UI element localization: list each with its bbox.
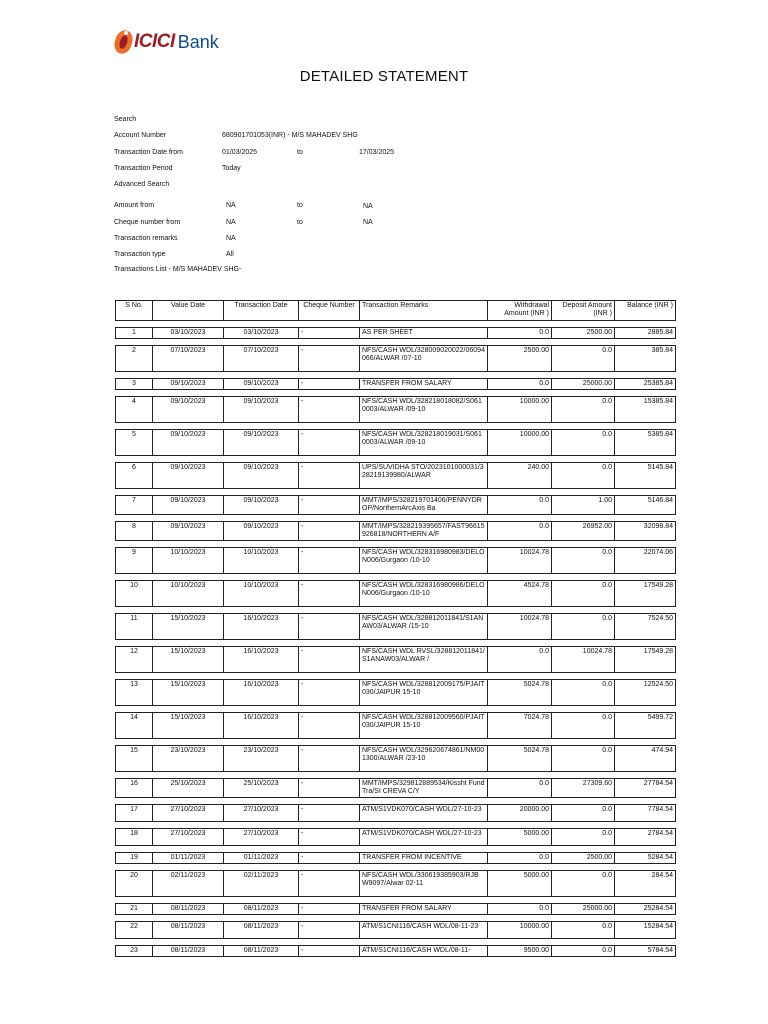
table-row bbox=[116, 328, 676, 339]
row-sno: 5 bbox=[116, 430, 153, 456]
row-cheque-number: - bbox=[299, 522, 360, 541]
row-value-date: 08/11/2023 bbox=[153, 904, 224, 915]
row-transaction-date: 16/10/2023 bbox=[224, 614, 299, 640]
header-withdrawal-amount: Withdrawal Amount (INR ) bbox=[488, 301, 552, 321]
row-spacer bbox=[116, 607, 676, 614]
row-remarks: NFS/CASH WDL/328812009560/PJAIT030/JAIPUR 15-10 bbox=[360, 713, 488, 739]
table-row bbox=[116, 397, 676, 423]
row-remarks: ATM/S1CNI116/CASH WDL/08-11- bbox=[360, 946, 488, 957]
row-transaction-date: 16/10/2023 bbox=[224, 680, 299, 706]
row-balance: 2784.54 bbox=[615, 829, 676, 846]
row-withdrawal: 10000.00 bbox=[488, 430, 552, 456]
row-deposit: 1.00 bbox=[552, 496, 615, 515]
row-withdrawal: 240.00 bbox=[488, 463, 552, 489]
row-spacer-cell bbox=[116, 640, 676, 647]
row-remarks: TRANSFER FROM INCENTIVE bbox=[360, 853, 488, 864]
row-spacer-cell bbox=[116, 939, 676, 946]
row-sno: 22 bbox=[116, 922, 153, 939]
row-withdrawal: 5000.00 bbox=[488, 871, 552, 897]
row-sno: 15 bbox=[116, 746, 153, 772]
table-row bbox=[116, 746, 676, 772]
row-spacer bbox=[116, 515, 676, 522]
row-spacer-cell bbox=[116, 846, 676, 853]
row-deposit: 0.0 bbox=[552, 922, 615, 939]
row-cheque-number: - bbox=[299, 871, 360, 897]
row-value-date: 15/10/2023 bbox=[153, 647, 224, 673]
row-balance: 284.54 bbox=[615, 871, 676, 897]
row-spacer-cell bbox=[116, 339, 676, 346]
row-spacer-cell bbox=[116, 739, 676, 746]
row-transaction-date: 09/10/2023 bbox=[224, 430, 299, 456]
table-row bbox=[116, 805, 676, 822]
header-balance: Balance (INR ) bbox=[615, 301, 676, 321]
row-cheque-number: - bbox=[299, 548, 360, 574]
row-spacer bbox=[116, 321, 676, 328]
table-row bbox=[116, 581, 676, 607]
date-from-value: 01/03/2025 bbox=[222, 149, 258, 156]
table-row bbox=[116, 496, 676, 515]
table-row bbox=[116, 346, 676, 372]
row-spacer-cell bbox=[116, 673, 676, 680]
row-value-date: 09/10/2023 bbox=[153, 463, 224, 489]
row-spacer-cell bbox=[116, 456, 676, 463]
row-balance: 5499.72 bbox=[615, 713, 676, 739]
row-transaction-date: 09/10/2023 bbox=[224, 379, 299, 390]
row-value-date: 07/10/2023 bbox=[153, 346, 224, 372]
row-sno: 14 bbox=[116, 713, 153, 739]
cheque-from-value: NA bbox=[226, 219, 236, 226]
row-withdrawal: 5024.78 bbox=[488, 680, 552, 706]
account-number-label: Account Number bbox=[114, 132, 167, 139]
table-row bbox=[116, 779, 676, 798]
row-sno: 1 bbox=[116, 328, 153, 339]
row-balance: 5146.84 bbox=[615, 496, 676, 515]
row-spacer bbox=[116, 798, 676, 805]
page-title: DETAILED STATEMENT bbox=[299, 68, 469, 85]
cheque-to-value: NA bbox=[363, 219, 373, 226]
row-transaction-date: 07/10/2023 bbox=[224, 346, 299, 372]
row-remarks: MMT/IMPS/328219701406/PENNYDROP/NorthernArcAxis Ba bbox=[360, 496, 488, 515]
row-withdrawal: 0.0 bbox=[488, 853, 552, 864]
row-withdrawal: 10000.00 bbox=[488, 922, 552, 939]
row-value-date: 10/10/2023 bbox=[153, 581, 224, 607]
table-row bbox=[116, 522, 676, 541]
row-value-date: 23/10/2023 bbox=[153, 746, 224, 772]
row-deposit: 0.0 bbox=[552, 581, 615, 607]
row-deposit: 0.0 bbox=[552, 713, 615, 739]
row-balance: 5145.84 bbox=[615, 463, 676, 489]
row-value-date: 03/10/2023 bbox=[153, 328, 224, 339]
row-sno: 21 bbox=[116, 904, 153, 915]
row-sno: 6 bbox=[116, 463, 153, 489]
row-withdrawal: 20000.00 bbox=[488, 805, 552, 822]
row-remarks: NFS/CASH WDL/328316980983/DELON006/Gurgaon /10-10 bbox=[360, 548, 488, 574]
row-spacer-cell bbox=[116, 607, 676, 614]
row-remarks: MMT/IMPS/329812889534/Kissht Fund Tra/SI CREVA C/Y bbox=[360, 779, 488, 798]
row-remarks: NFS/CASH WDL/329620674861/NM001300/ALWAR /23-10 bbox=[360, 746, 488, 772]
row-spacer-cell bbox=[116, 372, 676, 379]
remarks-label: Transaction remarks bbox=[114, 235, 178, 242]
row-sno: 16 bbox=[116, 779, 153, 798]
row-balance: 385.84 bbox=[615, 346, 676, 372]
cheque-to-label: to bbox=[297, 219, 303, 226]
row-spacer-cell bbox=[116, 897, 676, 904]
table-row bbox=[116, 904, 676, 915]
row-transaction-date: 08/11/2023 bbox=[224, 946, 299, 957]
row-withdrawal: 0.0 bbox=[488, 496, 552, 515]
header-sno: S No. bbox=[116, 301, 153, 321]
row-value-date: 15/10/2023 bbox=[153, 614, 224, 640]
row-deposit: 0.0 bbox=[552, 430, 615, 456]
row-spacer bbox=[116, 939, 676, 946]
row-cheque-number: - bbox=[299, 779, 360, 798]
row-balance: 25284.54 bbox=[615, 904, 676, 915]
row-balance: 15284.54 bbox=[615, 922, 676, 939]
row-remarks: ATM/S1CNI116/CASH WDL/08-11-23 bbox=[360, 922, 488, 939]
row-deposit: 0.0 bbox=[552, 614, 615, 640]
row-spacer-cell bbox=[116, 321, 676, 328]
table-row bbox=[116, 463, 676, 489]
row-remarks: TRANSFER FROM SALARY bbox=[360, 904, 488, 915]
header-value-date: Value Date bbox=[153, 301, 224, 321]
row-spacer-cell bbox=[116, 423, 676, 430]
row-balance: 22074.06 bbox=[615, 548, 676, 574]
row-sno: 3 bbox=[116, 379, 153, 390]
amount-to-label: to bbox=[297, 202, 303, 209]
table-row bbox=[116, 614, 676, 640]
row-deposit: 0.0 bbox=[552, 463, 615, 489]
row-remarks: NFS/CASH WDL/330619385903/RJBW9097/Alwar 02-11 bbox=[360, 871, 488, 897]
row-spacer bbox=[116, 915, 676, 922]
period-label: Transaction Period bbox=[114, 165, 173, 172]
row-deposit: 0.0 bbox=[552, 680, 615, 706]
row-value-date: 08/11/2023 bbox=[153, 922, 224, 939]
row-spacer bbox=[116, 541, 676, 548]
row-deposit: 27309.60 bbox=[552, 779, 615, 798]
row-sno: 17 bbox=[116, 805, 153, 822]
row-withdrawal: 5000.00 bbox=[488, 829, 552, 846]
row-sno: 8 bbox=[116, 522, 153, 541]
row-withdrawal: 4524.78 bbox=[488, 581, 552, 607]
row-spacer-cell bbox=[116, 798, 676, 805]
row-remarks: UPS/SUVIDHA STO/2023101000031/328219139980/ALWAR bbox=[360, 463, 488, 489]
row-transaction-date: 09/10/2023 bbox=[224, 463, 299, 489]
row-spacer bbox=[116, 846, 676, 853]
type-label: Transaction type bbox=[114, 251, 166, 258]
transactions-table bbox=[115, 300, 676, 957]
row-cheque-number: - bbox=[299, 713, 360, 739]
row-cheque-number: - bbox=[299, 946, 360, 957]
icici-logo-icon bbox=[115, 30, 132, 54]
amount-from-label: Amount from bbox=[114, 202, 155, 209]
row-balance: 32098.84 bbox=[615, 522, 676, 541]
row-deposit: 0.0 bbox=[552, 871, 615, 897]
row-value-date: 25/10/2023 bbox=[153, 779, 224, 798]
row-deposit: 10024.78 bbox=[552, 647, 615, 673]
row-spacer-cell bbox=[116, 489, 676, 496]
table-row bbox=[116, 680, 676, 706]
row-spacer-cell bbox=[116, 915, 676, 922]
remarks-value: NA bbox=[226, 235, 236, 242]
row-spacer bbox=[116, 897, 676, 904]
row-sno: 13 bbox=[116, 680, 153, 706]
date-to-value: 17/03/2025 bbox=[359, 149, 395, 156]
row-deposit: 0.0 bbox=[552, 829, 615, 846]
row-cheque-number: - bbox=[299, 829, 360, 846]
row-balance: 5284.54 bbox=[615, 853, 676, 864]
row-transaction-date: 09/10/2023 bbox=[224, 496, 299, 515]
row-value-date: 10/10/2023 bbox=[153, 548, 224, 574]
row-transaction-date: 25/10/2023 bbox=[224, 779, 299, 798]
row-deposit: 2500.00 bbox=[552, 853, 615, 864]
row-cheque-number: - bbox=[299, 922, 360, 939]
row-sno: 12 bbox=[116, 647, 153, 673]
row-spacer-cell bbox=[116, 390, 676, 397]
row-deposit: 0.0 bbox=[552, 397, 615, 423]
row-sno: 23 bbox=[116, 946, 153, 957]
row-withdrawal: 0.0 bbox=[488, 904, 552, 915]
row-balance: 27784.54 bbox=[615, 779, 676, 798]
row-remarks: TRANSFER FROM SALARY bbox=[360, 379, 488, 390]
row-balance: 17549.28 bbox=[615, 647, 676, 673]
row-sno: 9 bbox=[116, 548, 153, 574]
row-cheque-number: - bbox=[299, 463, 360, 489]
row-transaction-date: 09/10/2023 bbox=[224, 522, 299, 541]
row-withdrawal: 2500.00 bbox=[488, 346, 552, 372]
row-spacer bbox=[116, 822, 676, 829]
row-withdrawal: 0.0 bbox=[488, 328, 552, 339]
header-transaction-date: Transaction Date bbox=[224, 301, 299, 321]
row-deposit: 0.0 bbox=[552, 805, 615, 822]
row-spacer bbox=[116, 423, 676, 430]
row-balance: 15385.84 bbox=[615, 397, 676, 423]
row-spacer bbox=[116, 489, 676, 496]
header-cheque-number: Cheque Number bbox=[299, 301, 360, 321]
row-cheque-number: - bbox=[299, 647, 360, 673]
date-from-label: Transaction Date from bbox=[114, 149, 183, 156]
row-withdrawal: 0.0 bbox=[488, 522, 552, 541]
row-balance: 7524.50 bbox=[615, 614, 676, 640]
row-value-date: 02/11/2023 bbox=[153, 871, 224, 897]
row-spacer bbox=[116, 673, 676, 680]
row-sno: 10 bbox=[116, 581, 153, 607]
row-spacer-cell bbox=[116, 541, 676, 548]
row-withdrawal: 5024.78 bbox=[488, 746, 552, 772]
row-deposit: 0.0 bbox=[552, 946, 615, 957]
row-spacer bbox=[116, 372, 676, 379]
row-balance: 17549.28 bbox=[615, 581, 676, 607]
row-deposit: 0.0 bbox=[552, 548, 615, 574]
table-row bbox=[116, 871, 676, 897]
row-remarks: MMT/IMPS/328219395657/FAST96615926818/NORTHERN A/F bbox=[360, 522, 488, 541]
cheque-from-label: Cheque number from bbox=[114, 219, 181, 226]
row-cheque-number: - bbox=[299, 328, 360, 339]
row-spacer-cell bbox=[116, 574, 676, 581]
amount-to-value: NA bbox=[363, 203, 373, 210]
row-deposit: 0.0 bbox=[552, 746, 615, 772]
row-transaction-date: 16/10/2023 bbox=[224, 647, 299, 673]
row-remarks: NFS/CASH WDL/328316980986/DELON006/Gurgaon /10-10 bbox=[360, 581, 488, 607]
row-cheque-number: - bbox=[299, 614, 360, 640]
row-withdrawal: 0.0 bbox=[488, 779, 552, 798]
table-row bbox=[116, 853, 676, 864]
row-spacer-cell bbox=[116, 822, 676, 829]
row-balance: 2885.84 bbox=[615, 328, 676, 339]
row-transaction-date: 10/10/2023 bbox=[224, 548, 299, 574]
row-sno: 18 bbox=[116, 829, 153, 846]
row-spacer-cell bbox=[116, 515, 676, 522]
row-spacer bbox=[116, 706, 676, 713]
row-spacer bbox=[116, 739, 676, 746]
row-value-date: 15/10/2023 bbox=[153, 680, 224, 706]
row-cheque-number: - bbox=[299, 680, 360, 706]
table-row bbox=[116, 829, 676, 846]
type-value: All bbox=[226, 251, 234, 258]
advanced-search-label: Advanced Search bbox=[114, 181, 170, 188]
row-balance: 474.94 bbox=[615, 746, 676, 772]
table-row bbox=[116, 430, 676, 456]
row-cheque-number: - bbox=[299, 496, 360, 515]
transactions-list-label: Transactions List - M/S MAHADEV SHG- bbox=[114, 266, 242, 273]
row-transaction-date: 10/10/2023 bbox=[224, 581, 299, 607]
row-value-date: 09/10/2023 bbox=[153, 397, 224, 423]
transactions-body bbox=[116, 321, 676, 957]
row-deposit: 2500.00 bbox=[552, 328, 615, 339]
row-transaction-date: 16/10/2023 bbox=[224, 713, 299, 739]
table-row bbox=[116, 379, 676, 390]
row-sno: 7 bbox=[116, 496, 153, 515]
row-remarks: NFS/CASH WDL/328812011841/S1ANAW03/ALWAR /15-10 bbox=[360, 614, 488, 640]
row-withdrawal: 10000.00 bbox=[488, 397, 552, 423]
row-balance: 7784.54 bbox=[615, 805, 676, 822]
table-header-row bbox=[116, 301, 676, 321]
row-cheque-number: - bbox=[299, 746, 360, 772]
table-row bbox=[116, 647, 676, 673]
row-remarks: NFS/CASH WDL/328812009175/PJAIT030/JAIPUR 15-10 bbox=[360, 680, 488, 706]
row-remarks: NFS/CASH WDL/328218018082/S0610003/ALWAR /09-10 bbox=[360, 397, 488, 423]
row-balance: 12524.50 bbox=[615, 680, 676, 706]
brand-name-part1: ICICI bbox=[134, 31, 175, 52]
row-sno: 11 bbox=[116, 614, 153, 640]
header-transaction-remarks: Transaction Remarks bbox=[360, 301, 488, 321]
table-row bbox=[116, 713, 676, 739]
row-remarks: AS PER SHEET bbox=[360, 328, 488, 339]
row-spacer bbox=[116, 339, 676, 346]
row-value-date: 15/10/2023 bbox=[153, 713, 224, 739]
row-transaction-date: 08/11/2023 bbox=[224, 904, 299, 915]
row-transaction-date: 09/10/2023 bbox=[224, 397, 299, 423]
row-remarks: ATM/S1VDK070/CASH WDL/27-10-23 bbox=[360, 805, 488, 822]
row-withdrawal: 10024.78 bbox=[488, 548, 552, 574]
row-spacer bbox=[116, 864, 676, 871]
row-spacer-cell bbox=[116, 864, 676, 871]
row-value-date: 01/11/2023 bbox=[153, 853, 224, 864]
row-spacer bbox=[116, 772, 676, 779]
brand-name-part2: Bank bbox=[177, 31, 219, 52]
row-withdrawal: 0.0 bbox=[488, 379, 552, 390]
row-withdrawal: 10024.78 bbox=[488, 614, 552, 640]
row-value-date: 27/10/2023 bbox=[153, 805, 224, 822]
row-balance: 5385.84 bbox=[615, 430, 676, 456]
row-cheque-number: - bbox=[299, 581, 360, 607]
row-spacer-cell bbox=[116, 706, 676, 713]
row-sno: 4 bbox=[116, 397, 153, 423]
row-withdrawal: 7024.78 bbox=[488, 713, 552, 739]
row-deposit: 26952.00 bbox=[552, 522, 615, 541]
row-sno: 2 bbox=[116, 346, 153, 372]
row-transaction-date: 08/11/2023 bbox=[224, 922, 299, 939]
row-remarks: NFS/CASH WDL/328218019031/S0610003/ALWAR /09-10 bbox=[360, 430, 488, 456]
row-cheque-number: - bbox=[299, 904, 360, 915]
row-transaction-date: 03/10/2023 bbox=[224, 328, 299, 339]
row-value-date: 09/10/2023 bbox=[153, 522, 224, 541]
row-transaction-date: 01/11/2023 bbox=[224, 853, 299, 864]
row-spacer bbox=[116, 390, 676, 397]
row-balance: 25385.84 bbox=[615, 379, 676, 390]
date-to-label: to bbox=[297, 149, 303, 156]
table-row bbox=[116, 548, 676, 574]
row-spacer bbox=[116, 640, 676, 647]
amount-from-value: NA bbox=[226, 202, 236, 209]
row-value-date: 08/11/2023 bbox=[153, 946, 224, 957]
search-label: Search bbox=[114, 116, 137, 123]
period-value: Today bbox=[222, 165, 241, 172]
row-remarks: NFS/CASH WDL/328009020022/06094066/ALWAR /07-10 bbox=[360, 346, 488, 372]
bank-logo bbox=[115, 30, 219, 54]
row-withdrawal: 0.0 bbox=[488, 647, 552, 673]
row-transaction-date: 27/10/2023 bbox=[224, 829, 299, 846]
row-deposit: 25000.00 bbox=[552, 379, 615, 390]
row-sno: 20 bbox=[116, 871, 153, 897]
row-cheque-number: - bbox=[299, 397, 360, 423]
row-cheque-number: - bbox=[299, 379, 360, 390]
row-transaction-date: 23/10/2023 bbox=[224, 746, 299, 772]
row-transaction-date: 27/10/2023 bbox=[224, 805, 299, 822]
row-sno: 19 bbox=[116, 853, 153, 864]
account-number-value: 680901701053(INR) - M/S MAHADEV SHG bbox=[222, 132, 358, 139]
table-row bbox=[116, 946, 676, 957]
row-transaction-date: 02/11/2023 bbox=[224, 871, 299, 897]
row-value-date: 09/10/2023 bbox=[153, 496, 224, 515]
row-withdrawal: 9500.00 bbox=[488, 946, 552, 957]
row-deposit: 25000.00 bbox=[552, 904, 615, 915]
row-cheque-number: - bbox=[299, 346, 360, 372]
row-remarks: ATM/S1VDK070/CASH WDL/27-10-23 bbox=[360, 829, 488, 846]
row-spacer bbox=[116, 456, 676, 463]
row-value-date: 09/10/2023 bbox=[153, 379, 224, 390]
row-spacer bbox=[116, 574, 676, 581]
row-spacer-cell bbox=[116, 772, 676, 779]
row-remarks: NFS/CASH WDL RVSL/328812011841/S1ANAW03/ALWAR / bbox=[360, 647, 488, 673]
table-row bbox=[116, 922, 676, 939]
row-cheque-number: - bbox=[299, 805, 360, 822]
row-balance: 5784.54 bbox=[615, 946, 676, 957]
row-deposit: 0.0 bbox=[552, 346, 615, 372]
row-cheque-number: - bbox=[299, 853, 360, 864]
row-cheque-number: - bbox=[299, 430, 360, 456]
row-value-date: 27/10/2023 bbox=[153, 829, 224, 846]
row-value-date: 09/10/2023 bbox=[153, 430, 224, 456]
header-deposit-amount: Deposit Amount (INR ) bbox=[552, 301, 615, 321]
